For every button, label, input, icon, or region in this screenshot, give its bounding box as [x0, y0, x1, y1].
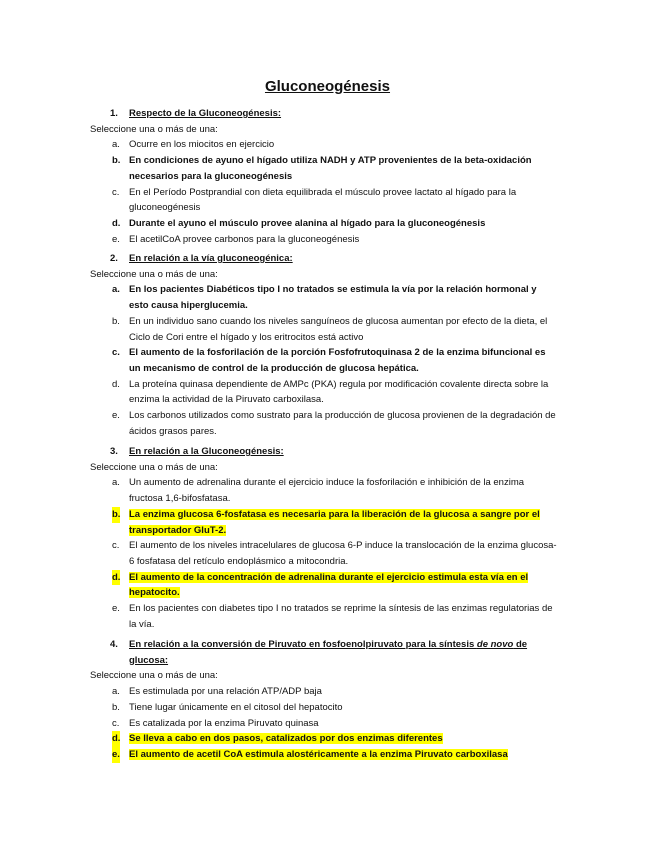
options-list	[0, 475, 655, 632]
question-number: 3.	[110, 446, 118, 457]
option-text: El aumento de acetil CoA estimula alostéricamente a la enzima Piruvato carboxilasa	[129, 748, 508, 760]
option-b[interactable]	[0, 314, 655, 345]
question-text: En relación a la Gluconeogénesis:	[129, 446, 284, 457]
option-letter: b.	[112, 507, 120, 523]
question-heading	[0, 444, 655, 460]
option-letter: a.	[112, 284, 120, 296]
option-letter: c.	[112, 540, 120, 552]
option-text: En los pacientes con diabetes tipo I no tratados se reprime la síntesis de las enzimas regulatorias de la vía.	[129, 603, 553, 630]
option-letter: d.	[112, 217, 121, 229]
page-title: Gluconeogénesis	[264, 78, 391, 95]
option-a[interactable]	[0, 137, 655, 153]
options-list	[0, 137, 655, 247]
option-c[interactable]	[0, 538, 655, 569]
option-letter: b.	[112, 155, 121, 167]
option-c[interactable]	[0, 345, 655, 376]
option-letter: a.	[112, 139, 120, 151]
option-text: El aumento de los niveles intracelulares de glucosa 6-P induce la translocación de la enzima glucosa-6 fosfatasa del retículo endoplásmico a mitocondria.	[129, 540, 557, 567]
option-d[interactable]	[0, 731, 655, 747]
option-text: Es estimulada por una relación ATP/ADP baja	[129, 686, 322, 698]
option-letter: b.	[112, 701, 120, 713]
question-heading	[0, 251, 655, 267]
option-text: En condiciones de ayuno el hígado utiliza NADH y ATP provenientes de la beta-oxidación necesarios para la gluconeogénesis	[129, 155, 532, 182]
question-1	[0, 106, 655, 247]
options-list	[0, 684, 655, 763]
question-3	[0, 444, 655, 632]
option-e[interactable]	[0, 408, 655, 439]
option-b[interactable]	[0, 507, 655, 538]
option-e[interactable]	[0, 232, 655, 248]
option-c[interactable]	[0, 185, 655, 216]
question-heading	[0, 106, 655, 122]
option-letter: e.	[112, 233, 120, 245]
option-text: En un individuo sano cuando los niveles sanguíneos de glucosa aumentan por efecto de la dieta, el Ciclo de Cori entre el hígado y los eritrocitos está activo	[129, 315, 548, 343]
option-b[interactable]	[0, 700, 655, 716]
question-text-part: de glucosa:	[129, 639, 528, 666]
question-instruction: Seleccione una o más de una:	[90, 123, 218, 135]
option-a[interactable]	[0, 282, 655, 313]
option-b[interactable]	[0, 153, 655, 184]
option-letter: a.	[112, 686, 120, 698]
option-text: Es catalizada por la enzima Piruvato quinasa	[129, 717, 319, 729]
option-a[interactable]	[0, 684, 655, 700]
question-text	[129, 639, 527, 666]
option-text: En el Período Postprandial con dieta equilibrada el músculo provee lactato al hígado para la gluconeogénesis	[129, 186, 517, 214]
question-text-italic: de novo	[476, 639, 514, 650]
question-text: En relación a la vía gluconeogénica:	[129, 253, 293, 264]
option-c[interactable]	[0, 716, 655, 732]
question-text: Respecto de la Gluconeogénesis:	[129, 108, 282, 119]
question-instruction: Seleccione una o más de una:	[90, 670, 218, 682]
option-letter: d.	[112, 731, 120, 747]
question-number: 1.	[110, 108, 118, 119]
option-text: Tiene lugar únicamente en el citosol del hepatocito	[129, 701, 343, 713]
option-text: Se lleva a cabo en dos pasos, catalizados por dos enzimas diferentes	[129, 733, 443, 745]
question-4	[0, 637, 655, 763]
option-text: La enzima glucosa 6-fosfatasa es necesaria para la liberación de la glucosa a sangre por el transportador GluT-2.	[129, 508, 540, 536]
option-text: Un aumento de adrenalina durante el ejercicio induce la fosforilación e inhibición de la enzima fructosa 1,6-bifosfatasa.	[129, 477, 525, 505]
option-text: En los pacientes Diabéticos tipo I no tratados se estimula la vía por la relación hormonal y esto causa hiperglucemia.	[129, 284, 537, 312]
option-d[interactable]	[0, 377, 655, 408]
option-d[interactable]	[0, 216, 655, 232]
option-letter: a.	[112, 477, 120, 489]
option-text: Durante el ayuno el músculo provee alanina al hígado para la gluconeogénesis	[129, 217, 486, 229]
option-text: El acetilCoA provee carbonos para la gluconeogénesis	[129, 233, 360, 245]
question-number: 4.	[110, 639, 118, 650]
option-text: Los carbonos utilizados como sustrato para la producción de glucosa provienen de la degradación de ácidos grasos pares.	[129, 410, 556, 437]
option-letter: d.	[112, 570, 120, 586]
option-a[interactable]	[0, 475, 655, 506]
option-letter: e.	[112, 410, 120, 422]
question-instruction: Seleccione una o más de una:	[90, 268, 218, 280]
option-text: El aumento de la concentración de adrenalina durante el ejercicio estimula esta vía en el hepatocito.	[129, 571, 529, 599]
option-letter: b.	[112, 315, 120, 327]
option-letter: d.	[112, 378, 120, 390]
option-letter: c.	[112, 186, 120, 198]
option-text: El aumento de la fosforilación de la porción Fosfofrutoquinasa 2 de la enzima bifuncional es un mecanismo de control de la producción de glucosa hepática.	[129, 347, 546, 374]
question-text-part: En relación a la conversión de Piruvato en fosfoenolpiruvato para la síntesis	[129, 639, 477, 650]
option-letter: e.	[112, 603, 120, 615]
option-letter: e.	[112, 747, 120, 763]
option-e[interactable]	[0, 747, 655, 763]
option-d[interactable]	[0, 570, 655, 601]
option-text: La proteína quinasa dependiente de AMPc (PKA) regula por modificación covalente directa sobre la enzima la actividad de la Piruvato carboxilasa.	[129, 378, 549, 406]
option-letter: c.	[112, 717, 120, 729]
option-letter: c.	[112, 347, 120, 359]
option-e[interactable]	[0, 601, 655, 632]
option-text: Ocurre en los miocitos en ejercicio	[129, 139, 275, 151]
question-heading	[0, 637, 655, 668]
question-2	[0, 251, 655, 439]
question-instruction: Seleccione una o más de una:	[90, 461, 218, 473]
question-number: 2.	[110, 253, 118, 264]
options-list	[0, 282, 655, 439]
